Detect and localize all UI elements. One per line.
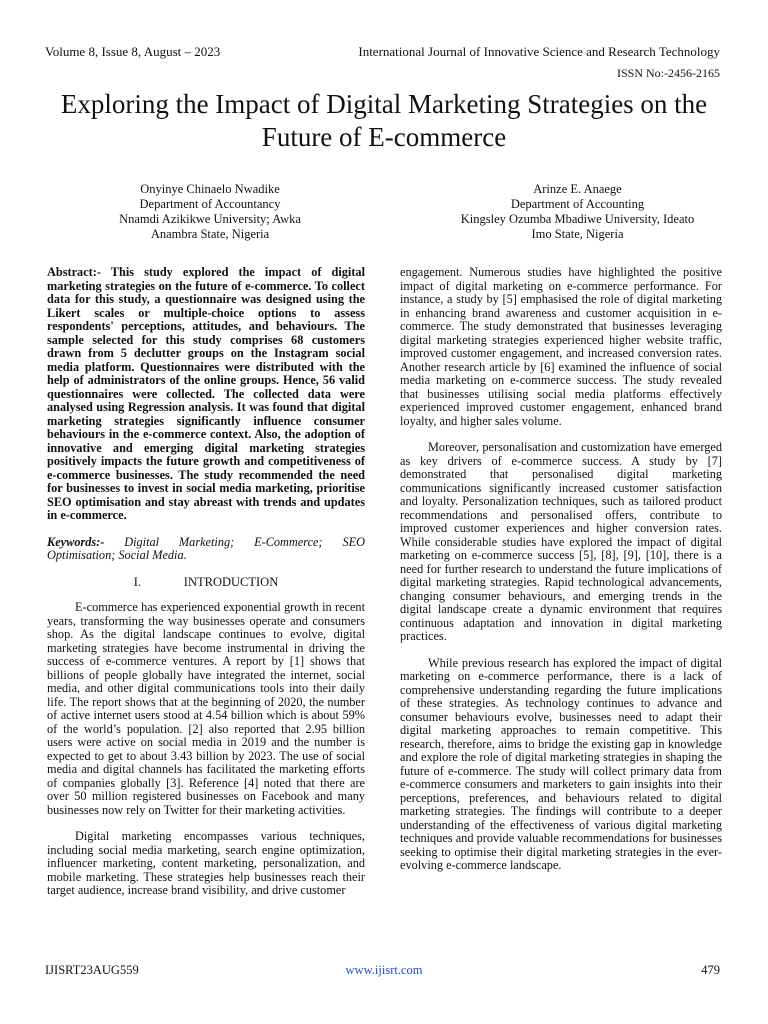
abstract: Abstract:- This study explored the impact of digital marketing strategies on the future of e-commerce. To collect data for this study, a questionnaire was designed using the Likert scales or multiple-choice options to assess respondents' perceptions, attitudes, and behaviours. The sample selected for this study comprises 68 customers drawn from 5 declutter groups on the Instagram social media platform. Questionnaires were distributed with the help of administrators of the online groups. Hence, 56 valid questionnaires were collected. The collected data were analysed using Regression analysis. It was found that digital marketing strategies significantly influence consumer behaviours in the e-commerce context. Also, the adoption of innovative and emerging digital marketing strategies positively impacts the future growth and competitiveness of e-commerce businesses. The study recommended the need for businesses to invest in social media marketing, prioritise SEO optimisation and stay abreast with trends and updates in e-commerce. xyxy=(47,265,365,522)
issn: ISSN No:-2456-2165 xyxy=(616,66,720,80)
keywords xyxy=(47,536,365,563)
intro-paragraph-2: Digital marketing encompasses various techniques, including social media marketing, search engine optimization, influencer marketing, content marketing, personalization, and mobile marketing. These strategies help businesses reach their target audience, increase brand visibility, and drive customer xyxy=(47,829,365,897)
author-location: Anambra State, Nigeria xyxy=(150,227,270,241)
author-name: Arinze E. Anaege xyxy=(533,182,622,196)
author-name: Onyinye Chinaelo Nwadike xyxy=(140,182,280,196)
paper-title: Exploring the Impact of Digital Marketing Strategies on the Future of E-commerce xyxy=(60,89,708,152)
intro-paragraph-1: E-commerce has experienced exponential growth in recent years, transforming the way businesses operate and consumers shop. As the digital landscape continues to evolve, digital marketing strategies have become instrumental in driving the success of e-commerce ventures. A report by [1] shows that billions of people globally have integrated the internet, social media, and other digital communications tools into their daily life. The report shows that at the beginning of 2020, the number of active internet users stood at 4.54 billion which is about 59% of the world’s population. [2] also reported that 2.95 billion users were active on social media in 2019 and the number is expected to get to about 3.43 billion by 2023. The use of social media and digital channels has facilitated the marketing efforts of companies globally [3]. Reference [4] noted that there are over 50 million registered businesses on Facebook and many businesses now rely on Twitter for their marketing activities. xyxy=(47,600,365,817)
section-number: I. xyxy=(133,574,142,589)
volume-info: Volume 8, Issue 8, August – 2023 xyxy=(45,44,221,59)
keywords-label: Keywords:- xyxy=(47,534,105,549)
right-column xyxy=(400,266,722,886)
section-heading xyxy=(47,576,365,590)
author-block-2 xyxy=(415,182,740,242)
intro-paragraph-4: Moreover, personalisation and customization have emerged as key drivers of e-commerce success. A study by [7] demonstrated that personalised digital marketing communications significantly increased customer satisfaction and loyalty. Personalization techniques, such as tailored product recommendations and personalised offers, contribute to improved customer experiences and higher conversion rates. While considerable studies have explored the impact of digital marketing on e-commerce success [5], [8], [9], [10], there is a need for further research to understand the future implications of digital marketing strategies. Rapid technological advancements, changing consumer behaviours, and emerging trends in the digital landscape create a dynamic environment that requires continuous adaptation and innovation in digital marketing practices. xyxy=(400,440,722,643)
author-location: Imo State, Nigeria xyxy=(531,227,624,241)
left-column xyxy=(47,266,365,911)
intro-paragraph-5: While previous research has explored the impact of digital marketing on e-commerce performance, there is a lack of comprehensive understanding regarding the future implications of these strategies. As technology continues to advance and consumer behaviours evolve, businesses need to adapt their digital marketing approaches to remain competitive. This research, therefore, aims to bridge the existing gap in knowledge and explore the role of digital marketing strategies in shaping the future of e-commerce. The study will collect primary data from e-commerce consumers and marketers to gain insights into their perceptions, preferences, and behaviours related to digital marketing strategies. The findings will contribute to a deeper understanding of the effectiveness of various digital marketing techniques and provide valuable recommendations for businesses seeking to optimise their digital marketing strategies in the ever-evolving e-commerce landscape. xyxy=(400,655,722,872)
section-title: INTRODUCTION xyxy=(183,574,279,589)
website-link[interactable]: www.ijisrt.com xyxy=(345,963,423,977)
journal-name: International Journal of Innovative Science and Research Technology xyxy=(358,44,720,59)
intro-paragraph-3: engagement. Numerous studies have highlighted the positive impact of digital marketing on e-commerce performance. For instance, a study by [5] emphasised the role of digital marketing in enhancing brand awareness and customer acquisition in e-commerce. The study demonstrated that businesses leveraging digital marketing strategies experienced higher website traffic, improved customer engagement, and increased conversion rates. Another research article by [6] examined the influence of social media marketing on e-commerce success. The study revealed that businesses utilising social media platforms effectively experienced improved customer engagement, enhanced brand loyalty, and higher sales volume. xyxy=(400,265,722,428)
page-number: 479 xyxy=(701,963,720,977)
author-university: Nnamdi Azikikwe University; Awka xyxy=(119,212,301,226)
author-university: Kingsley Ozumba Mbadiwe University, Ideato xyxy=(460,212,695,226)
author-department: Department of Accountancy xyxy=(139,197,281,211)
author-department: Department of Accounting xyxy=(510,197,645,211)
paper-id: IJISRT23AUG559 xyxy=(45,963,139,977)
author-block-1 xyxy=(60,182,360,242)
keywords-text: Digital Marketing; E-Commerce; SEO Optimisation; Social Media. xyxy=(47,534,365,562)
